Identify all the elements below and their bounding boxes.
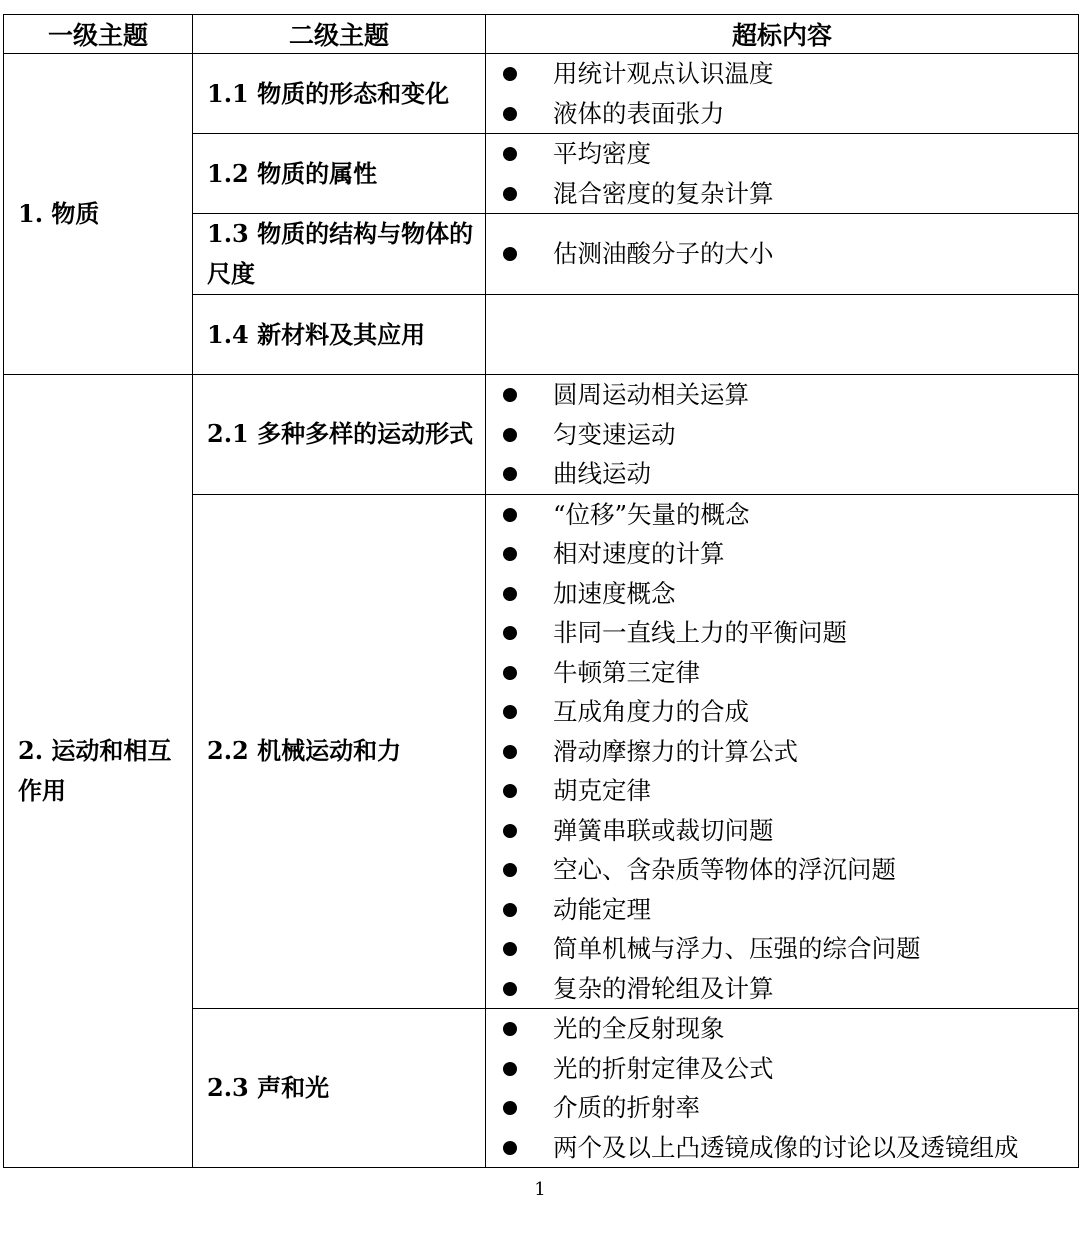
content-list [486,1009,1072,1167]
item-text: 介质的折射率 [553,1093,700,1122]
list-item [486,54,1072,94]
bullet-icon [503,1141,517,1155]
content-list [486,495,1072,1009]
level2-topic-cell: 1.4 新材料及其应用 [193,295,486,375]
content-list [486,234,1072,274]
list-item [486,495,1072,535]
level2-topic-cell: 1.2 物质的属性 [193,134,486,214]
list-item [486,134,1072,174]
header-level1-topic: 一级主题 [4,15,193,54]
item-text: 估测油酸分子的大小 [553,239,774,269]
list-item [486,929,1072,969]
item-text: 平均密度 [553,139,651,168]
bullet-icon [503,1062,517,1076]
item-text: 弹簧串联或裁切问题 [553,815,774,845]
list-item [486,234,1072,274]
item-text: 两个及以上凸透镜成像的讨论以及透镜组成 [553,1132,1019,1162]
item-text: 胡克定律 [553,776,651,805]
header-exceeding-content: 超标内容 [486,15,1079,54]
item-text: 光的全反射现象 [553,1014,725,1043]
bullet-icon [503,147,517,161]
list-item [486,415,1072,455]
bullet-icon [503,942,517,956]
item-text: 相对速度的计算 [553,539,725,568]
item-text: 简单机械与浮力、压强的综合问题 [553,934,921,963]
item-text: 滑动摩擦力的计算公式 [553,736,798,766]
page-number: 1 [534,1179,546,1200]
list-item [486,375,1072,415]
level2-topic-cell: 2.3 声和光 [193,1009,486,1168]
list-item [486,653,1072,693]
content-cell [486,214,1079,295]
bullet-icon [503,587,517,601]
item-text: 混合密度的复杂计算 [553,178,774,208]
item-text: 加速度概念 [553,578,676,608]
bullet-icon [503,388,517,402]
bullet-icon [503,247,517,261]
bullet-icon [503,784,517,798]
level2-topic-cell: 2.1 多种多样的运动形式 [193,375,486,495]
item-text: 圆周运动相关运算 [553,380,749,409]
content-cell [486,375,1079,495]
table-header-row [4,15,1079,54]
content-cell [486,54,1079,134]
item-text: 复杂的滑轮组及计算 [553,973,774,1003]
bullet-icon [503,745,517,759]
bullet-icon [503,863,517,877]
bullet-icon [503,666,517,680]
list-item [486,732,1072,772]
list-item [486,771,1072,811]
list-item [486,534,1072,574]
bullet-icon [503,428,517,442]
bullet-icon [503,187,517,201]
bullet-icon [503,67,517,81]
bullet-icon [503,982,517,996]
curriculum-table [3,14,1079,1168]
content-list [486,54,1072,133]
bullet-icon [503,467,517,481]
item-text: 用统计观点认识温度 [553,59,774,88]
content-cell [486,134,1079,214]
list-item [486,1009,1072,1049]
bullet-icon [503,705,517,719]
bullet-icon [503,1101,517,1115]
bullet-icon [503,626,517,640]
content-cell [486,494,1079,1009]
list-item [486,574,1072,614]
level2-topic-cell: 1.3 物质的结构与物体的尺度 [193,214,486,295]
item-text: 动能定理 [553,894,651,924]
table-row [4,375,1079,495]
table-body [4,54,1079,1168]
list-item [486,890,1072,930]
level1-topic-cell: 2. 运动和相互作用 [4,375,193,1168]
header-level2-topic: 二级主题 [193,15,486,54]
bullet-icon [503,824,517,838]
bullet-icon [503,1022,517,1036]
item-text: 匀变速运动 [553,419,676,449]
list-item [486,969,1072,1009]
list-item [486,94,1072,134]
bullet-icon [503,547,517,561]
bullet-icon [503,107,517,121]
list-item [486,174,1072,214]
item-text: 牛顿第三定律 [553,657,700,687]
list-item [486,1049,1072,1089]
item-text: 空心、含杂质等物体的浮沉问题 [553,855,896,884]
item-text: “位移”矢量的概念 [553,499,750,529]
content-cell [486,1009,1079,1168]
content-cell [486,295,1079,375]
bullet-icon [503,903,517,917]
content-list [486,375,1072,494]
list-item [486,850,1072,890]
list-item [486,1088,1072,1128]
list-item [486,692,1072,732]
list-item [486,811,1072,851]
content-list [486,134,1072,213]
level2-topic-cell: 1.1 物质的形态和变化 [193,54,486,134]
list-item [486,1128,1072,1168]
item-text: 曲线运动 [553,459,651,488]
item-text: 光的折射定律及公式 [553,1053,774,1083]
item-text: 液体的表面张力 [553,98,725,128]
bullet-icon [503,508,517,522]
level2-topic-cell: 2.2 机械运动和力 [193,494,486,1009]
table-row [4,54,1079,134]
level1-topic-cell: 1. 物质 [4,54,193,375]
item-text: 非同一直线上力的平衡问题 [553,618,847,647]
item-text: 互成角度力的合成 [553,697,749,726]
list-item [486,454,1072,494]
list-item [486,613,1072,653]
